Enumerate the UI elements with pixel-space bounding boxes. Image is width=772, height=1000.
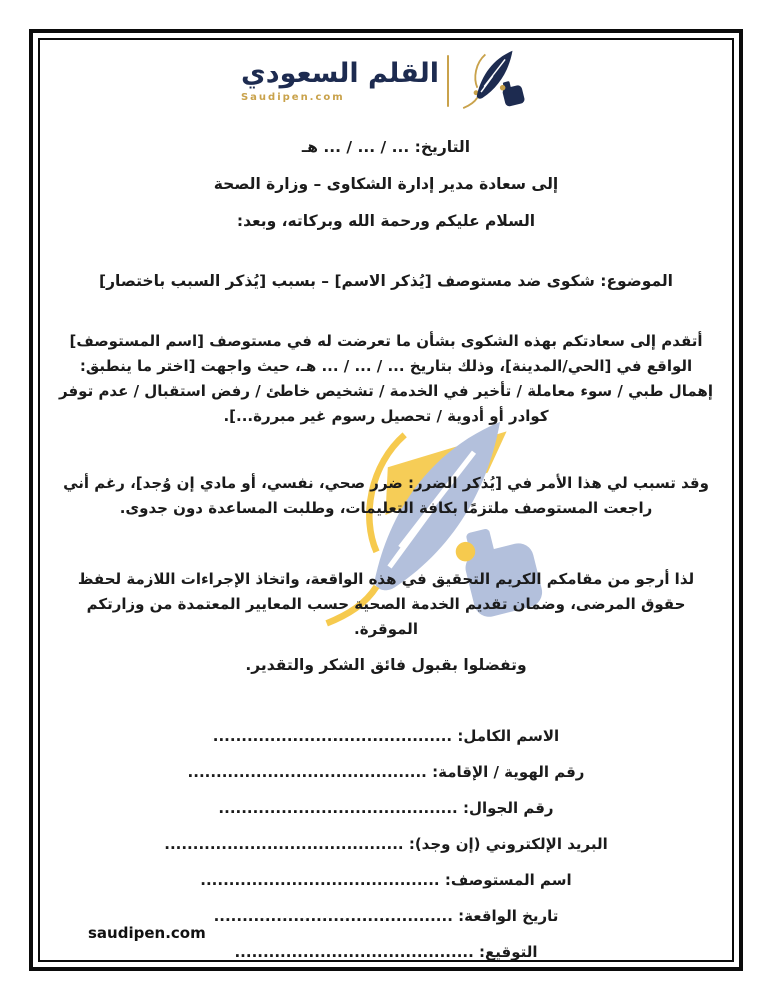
- letter-body: [58, 136, 714, 963]
- field-signature: [58, 941, 714, 963]
- field-label: تاريخ الواقعة:: [458, 907, 559, 925]
- brand-site-label: Saudipen.com: [240, 91, 345, 103]
- closing-line: وتفضلوا بقبول فائق الشكر والتقدير.: [245, 656, 527, 674]
- field-mobile-number: [58, 797, 714, 819]
- date-line: التاريخ: ... / ... / ... هـ: [301, 138, 471, 156]
- footer-site-url: saudipen.com: [88, 924, 206, 942]
- field-label: الاسم الكامل:: [457, 727, 560, 745]
- field-full-name: [58, 725, 714, 747]
- paragraph-harm: وقد تسبب لي هذا الأمر في [يُذكر الضرر: ضرر صحي، نفسي، أو مادي إن وُجد]، رغم أني راجعت المستوصف ملتزمًا بكافة التعليمات، وطلبت المساعدة دون جدوى.: [63, 474, 709, 517]
- field-dotted-line: ..........................................: [234, 943, 474, 961]
- field-label: رقم الجوال:: [462, 799, 554, 817]
- brand-text: [241, 59, 439, 103]
- field-dotted-line: ..........................................: [218, 799, 458, 817]
- paragraph-complaint-details: أتقدم إلى سعادتكم بهذه الشكوى بشأن ما تعرضت له في مستوصف [اسم المستوصف] الواقع في [الحي/المدينة]، وذلك بتاريخ ... / ... / ... هـ، حيث واجهت [اختر ما ينطبق: إهمال طبي / سوء معاملة / تأخير في الخدمة / تشخيص خاطئ / رفض استقبال / عدم توفر كوادر أو أدوية / تحصيل رسوم غير مبررة...].: [59, 332, 713, 425]
- greeting-line: السلام عليكم ورحمة الله وبركاته، وبعد:: [236, 212, 536, 230]
- field-id-number: [58, 761, 714, 783]
- field-dotted-line: ..........................................: [187, 763, 427, 781]
- brand-logo: [58, 44, 714, 118]
- field-label: التوقيع:: [479, 943, 538, 961]
- addressee-line: إلى سعادة مدير إدارة الشكاوى – وزارة الصحة: [213, 175, 559, 193]
- letter-content: [40, 40, 732, 960]
- field-email: [58, 833, 714, 855]
- field-label: اسم المستوصف:: [444, 871, 572, 889]
- field-dotted-line: ..........................................: [213, 907, 453, 925]
- field-dotted-line: ..........................................: [212, 727, 453, 745]
- field-dotted-line: ..........................................: [200, 871, 440, 889]
- quill-ink-icon: [457, 46, 531, 116]
- brand-wordmark: القلم السعودي: [240, 58, 440, 90]
- field-dotted-line: ..........................................: [164, 835, 404, 853]
- field-label: البريد الإلكتروني (إن وجد):: [408, 835, 608, 853]
- subject-line: الموضوع: شكوى ضد مستوصف [يُذكر الاسم] – بسبب [يُذكر السبب باختصار]: [99, 272, 673, 290]
- field-label: رقم الهوية / الإقامة:: [432, 763, 585, 781]
- paragraph-request: لذا أرجو من مقامكم الكريم التحقيق في هذه الواقعة، واتخاذ الإجراءات اللازمة لحفظ حقوق المرضى، وضمان تقديم الخدمة الصحية حسب المعايير المعتمدة من وزارتكم الموقرة.: [77, 570, 695, 638]
- field-clinic-name: [58, 869, 714, 891]
- logo-divider: [447, 55, 449, 107]
